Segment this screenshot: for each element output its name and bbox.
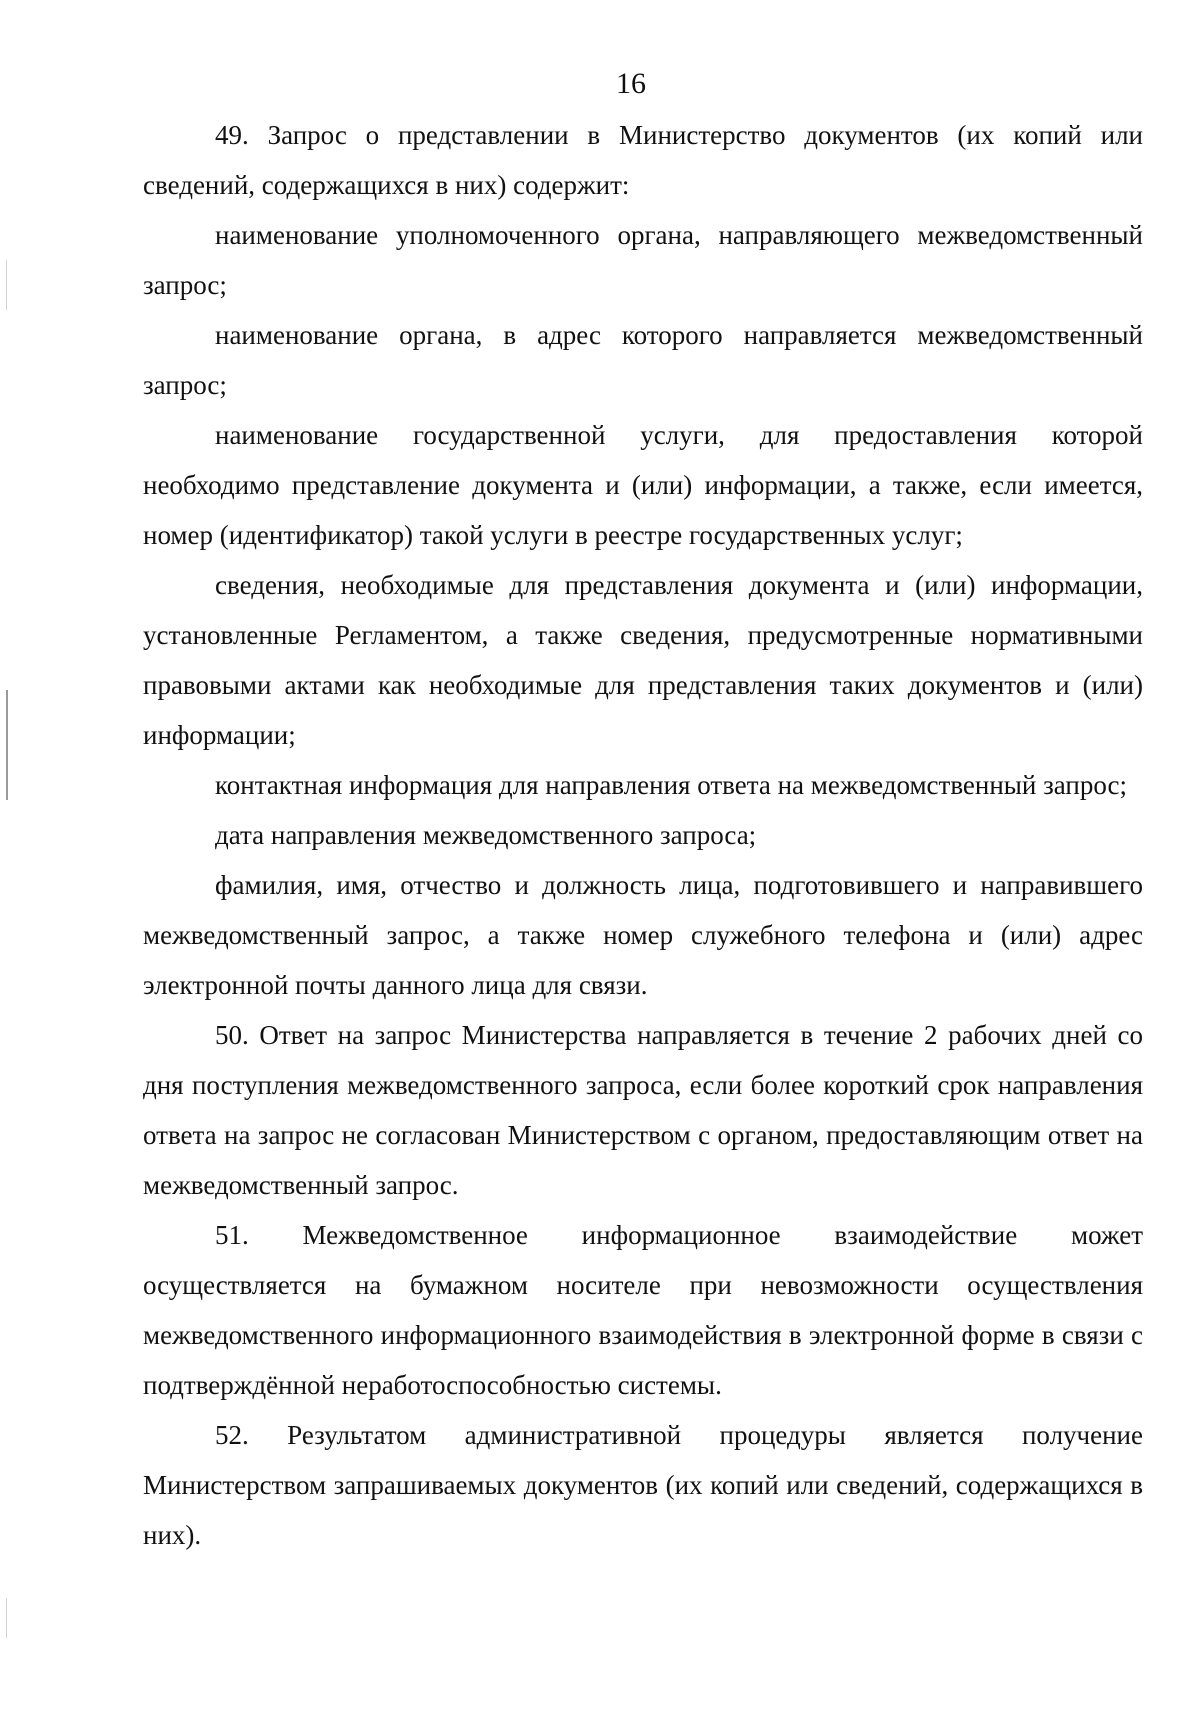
list-item-required-info: сведения, необходимые для представления документа и (или) информации, установленные Регламентом, а также сведения, предусмотренные нормативными правовыми актами как необходимые для представления таких документов и (или) информации; (143, 570, 1143, 750)
paragraph-49: 49. Запрос о представлении в Министерство документов (их копий или сведений, содержащихся в них) содержит: (143, 120, 1143, 200)
paragraph-51: 51. Межведомственное информационное взаимодействие может осуществляется на бумажном носителе при невозможности осуществления межведомственного информационного взаимодействия в электронной форме в связи с подтверждённой неработоспособностью системы. (143, 1220, 1143, 1400)
list-item-service-name: наименование государственной услуги, для предоставления которой необходимо представление документа и (или) информации, а также, если имеется, номер (идентификатор) такой услуги в реестре государственных услуг; (143, 420, 1143, 550)
list-item-contact-info: контактная информация для направления ответа на межведомственный запрос; (215, 770, 1128, 800)
list-item-authority-name: наименование уполномоченного органа, направляющего межведомственный запрос; (143, 220, 1143, 300)
list-item-official-details: фамилия, имя, отчество и должность лица, подготовившего и направившего межведомственный запрос, а также номер служебного телефона и (или) адрес электронной почты данного лица для связи. (143, 870, 1143, 1000)
list-item-request-date: дата направления межведомственного запроса; (215, 820, 757, 850)
list-item-recipient-name: наименование органа, в адрес которого направляется межведомственный запрос; (143, 320, 1143, 400)
page-number: 16 (616, 67, 646, 100)
document-body (143, 110, 1143, 1560)
scan-edge-mark (6, 1598, 7, 1638)
scan-edge-mark (6, 260, 7, 310)
scan-edge-mark (6, 690, 8, 800)
paragraph-50: 50. Ответ на запрос Министерства направляется в течение 2 рабочих дней со дня поступления межведомственного запроса, если более короткий срок направления ответа на запрос не согласован Министерством с органом, предоставляющим ответ на межведомственный запрос. (143, 1020, 1143, 1200)
paragraph-52: 52. Результатом административной процедуры является получение Министерством запрашиваемых документов (их копий или сведений, содержащихся в них). (143, 1420, 1143, 1550)
